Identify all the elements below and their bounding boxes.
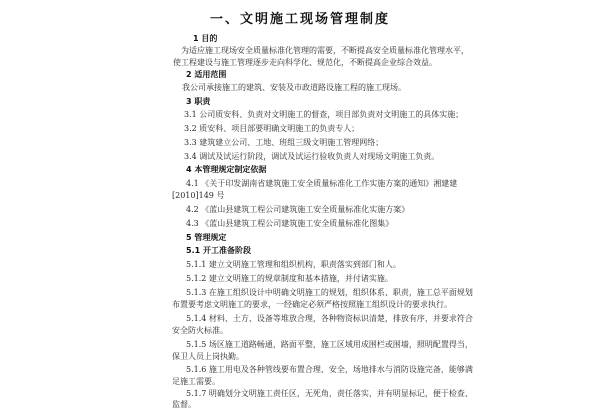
paragraph-line: 4.2 《蓝山县建筑工程公司建筑施工安全质量标准化实施方案》 bbox=[186, 205, 410, 214]
paragraph-line: 3.4 调试及试运行阶段，调试及试运行验收负责人对现场文明施工负责。 bbox=[184, 152, 440, 161]
paragraph-line: 3.1 公司质安科、负责对文明施工的督查，项目部负责对文明施工的具体实施； bbox=[184, 110, 464, 119]
paragraph-line: 5.1.6 施工用电及各种管线要布置合理、安全，场地排水与消防设施完备，能够满 bbox=[186, 365, 473, 374]
paragraph-line: 5.1.1 建立文明施工管理和组织机构，职责落实到部门和人。 bbox=[186, 260, 401, 269]
paragraph-line: 安全防火标准。 bbox=[172, 326, 228, 335]
paragraph-line: 布置要考虑文明施工的要求，一经确定必须严格按照施工组织设计的要求执行。 bbox=[172, 300, 452, 309]
paragraph-line: 3.3 建筑建立公司、工地、班组三级文明施工管理网络； bbox=[184, 138, 384, 147]
paragraph-line: 5.1.4 材料、土方、设备等堆放合理，各种物资标识清楚，排放有序，并要求符合 bbox=[186, 314, 473, 323]
paragraph-line: 4.3 《蓝山县建筑工程公司建筑施工安全质量标准化图集》 bbox=[186, 219, 394, 228]
paragraph-line: 为适应施工现场安全质量标准化管理的需要，不断提高安全质量标准化管理水平， bbox=[181, 46, 469, 55]
section-heading: 4 本管理规定制定依据 bbox=[186, 165, 267, 174]
paragraph-line: 保卫人员上岗执勤。 bbox=[172, 352, 244, 361]
paragraph-line: 5.1.5 场区施工道路畅通，路面平整，施工区域用成围栏或围墙，照明配置得当， bbox=[186, 340, 473, 349]
paragraph-line: 5.1.2 建立文明施工的规章制度和基本措施，并付诸实施。 bbox=[186, 274, 393, 283]
section-heading: 1 目的 bbox=[193, 34, 218, 43]
paragraph-line: 5.1.7 明确划分文明施工责任区，无死角，责任落实，并有明显标记，便于检查、 bbox=[186, 389, 473, 398]
section-heading: 5 管理规定 bbox=[186, 233, 227, 242]
paragraph-line: 3.2 质安科、项目部要明确文明施工的负责专人； bbox=[184, 124, 360, 133]
paragraph-line: [2010]149 号 bbox=[172, 191, 225, 200]
paragraph-line: 使工程建设与施工管理逐步走向科学化、规范化，不断提高企业综合效益。 bbox=[173, 58, 437, 67]
section-heading: 3 职责 bbox=[186, 97, 211, 106]
paragraph-line: 4.1 《关于印发湖南省建筑施工安全质量标准化工作实施方案的通知》湘建建 bbox=[186, 179, 458, 188]
subsection-heading: 5.1 开工准备阶段 bbox=[186, 246, 251, 255]
document-title: 一、文明施工现场管理制度 bbox=[209, 12, 390, 27]
section-heading: 2 适用范围 bbox=[186, 70, 227, 79]
paragraph-line: 监督。 bbox=[172, 400, 196, 409]
paragraph-line: 5.1.3 在施工组织设计中明确文明施工的规划，组织体系、职责，施工总平面规划 bbox=[186, 288, 473, 297]
paragraph-line: 我公司承接施工的建筑、安装及市政道路设施工程的施工现场。 bbox=[182, 83, 406, 92]
paragraph-line: 足施工需要。 bbox=[172, 377, 220, 386]
